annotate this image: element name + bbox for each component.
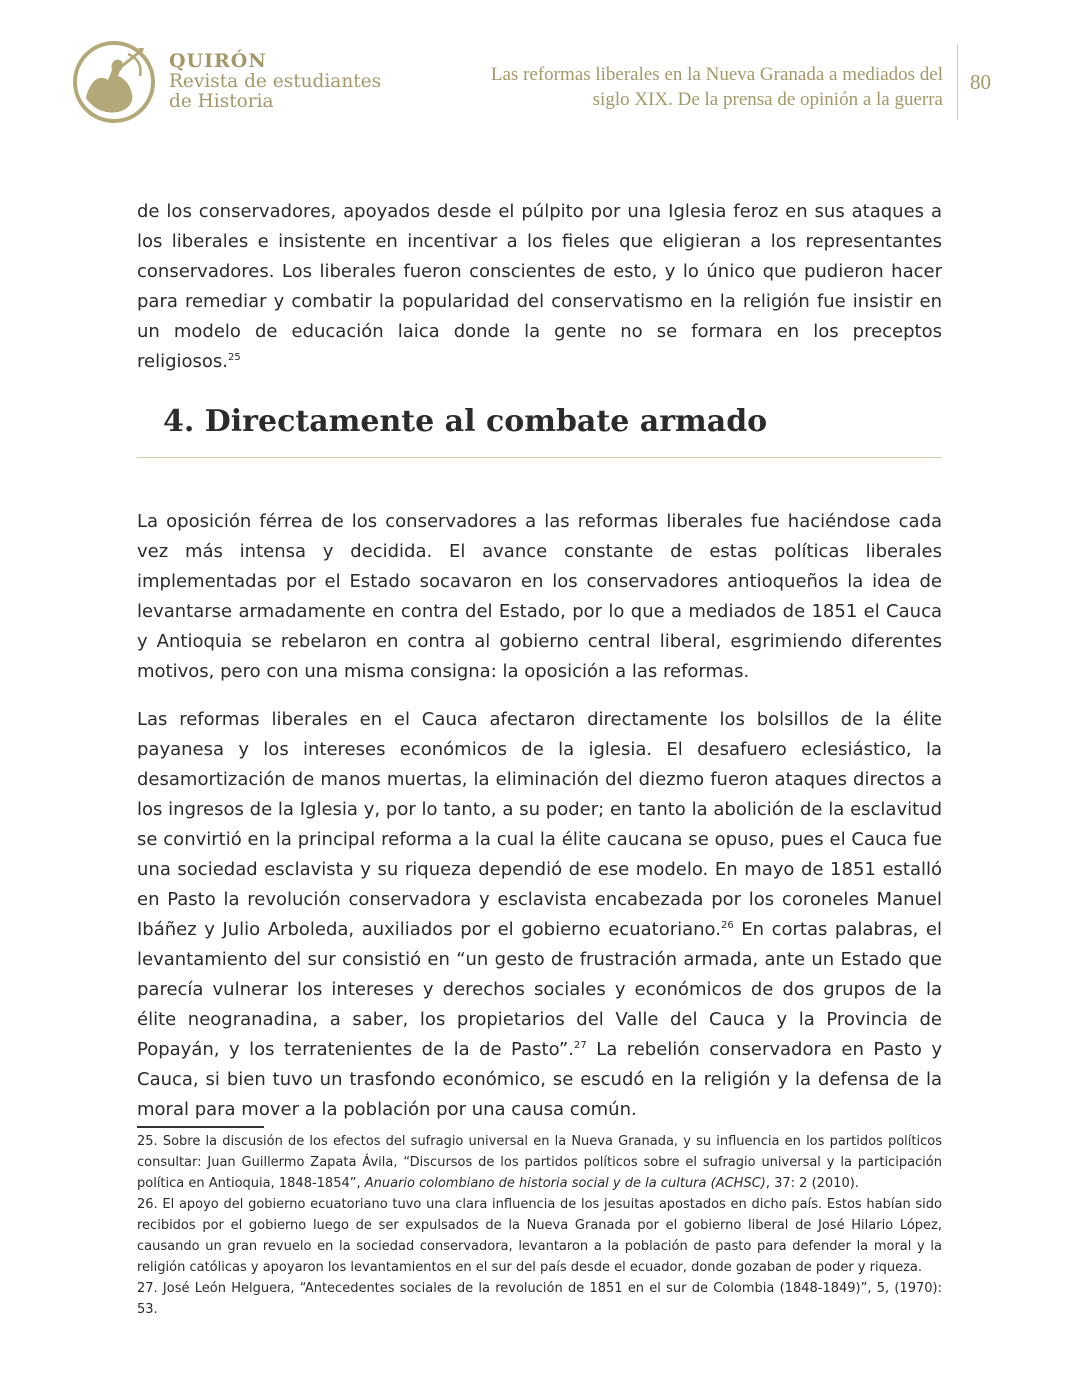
footnote-25-journal-title: Anuario colombiano de historia social y de la cultura (ACHSC)	[364, 1176, 766, 1191]
paragraph-3	[137, 705, 942, 1125]
footnote-25	[137, 1131, 942, 1194]
section-divider	[137, 457, 942, 458]
paragraph-3-text-b: En cortas palabras, el levantamiento del sur consistió en “un gesto de frustración armada, ante un Estado que parecía vulnerar los intereses y derechos sociales y económicos de dos grupos de la élite neogranadina, a saber, los propietarios del Valle del Cauca y la Provincia de Popayán, y los terratenientes de la de Pasto”.	[137, 919, 942, 1060]
section-heading: 4. Directamente al combate armado	[163, 404, 768, 439]
footnote-25-text-b: , 37: 2 (2010).	[765, 1176, 859, 1191]
header-divider	[957, 44, 958, 120]
paragraph-2: La oposición férrea de los conservadores a las reformas liberales fue haciéndose cada vez más intensa y decidida. El avance constante de estas políticas liberales implementadas por el Estado socavaron en los conservadores antioqueños la idea de levantarse armadamente en contra del Estado, por lo que a mediados de 1851 el Cauca y Antioquia se rebelaron en contra al gobierno central liberal, esgrimiendo diferentes motivos, pero con una misma consigna: la oposición a las reformas.	[137, 511, 942, 682]
journal-subtitle-line-1: Revista de estudiantes	[169, 71, 382, 92]
paragraph-3-text-a: Las reformas liberales en el Cauca afectaron directamente los bolsillos de la élite payanesa y los intereses económicos de la iglesia. El desafuero eclesiástico, la desamortización de manos muertas, la eliminación del diezmo fueron ataques directos a los ingresos de la Iglesia y, por lo tanto, a su poder; en tanto la abolición de la esclavitud se convirtió en la principal reforma a la cual la élite caucana se opuso, pues el Cauca fue una sociedad esclavista y su riqueza dependió de ese modelo. En mayo de 1851 estalló en Pasto la revolución conservadora y esclavista encabezada por los coroneles Manuel Ibáñez y Julio Arboleda, auxiliados por el gobierno ecuatoriano.	[137, 709, 942, 940]
running-title-line-1: Las reformas liberales en la Nueva Granada a mediados del	[490, 64, 943, 85]
footnote-ref-26[interactable]: 26	[720, 920, 734, 931]
footnotes	[137, 1131, 942, 1320]
journal-brand	[169, 50, 381, 112]
paragraph-3-text-c: La rebelión conservadora en Pasto y Cauca, si bien tuvo un trasfondo económico, se escudó en la religión y la defensa de la moral para mover a la población por una causa común.	[137, 1039, 942, 1120]
journal-name: QUIRÓN	[169, 50, 267, 72]
paragraph-1	[137, 197, 942, 377]
page-number: 80	[970, 70, 991, 94]
footnote-ref-27[interactable]: 27	[573, 1040, 587, 1051]
paragraph-1-text: de los conservadores, apoyados desde el púlpito por una Iglesia feroz en sus ataques a los liberales e insistente en incentivar a los fieles que eligieran a los representantes conservadores. Los liberales fueron conscientes de esto, y lo único que pudieron hacer para remediar y combatir la popularidad del conservatismo en la religión fue insistir en un modelo de educación laica donde la gente no se formara en los preceptos religiosos.	[137, 201, 942, 372]
footnote-separator	[137, 1126, 264, 1128]
running-title-line-2: siglo XIX. De la prensa de opinión a la guerra	[592, 89, 943, 110]
centaur-archer-icon	[72, 40, 156, 124]
footnote-25-text-a: 25. Sobre la discusión de los efectos del sufragio universal en la Nueva Granada, y su influencia en los partidos políticos consultar: Juan Guillermo Zapata Ávila, “Discursos de los partidos políticos sobre el sufragio universal y la participación política en Antioquia, 1848-1854”,	[137, 1134, 942, 1191]
running-title	[423, 62, 943, 112]
footnote-26: 26. El apoyo del gobierno ecuatoriano tuvo una clara influencia de los jesuitas apostados en dicho país. Estos habían sido recibidos por el gobierno luego de ser expulsados de la Nueva Granada por el gobierno liberal de José Hilario López, causando un gran revuelo en la sociedad conservadora, levantaron a la población de pasto para defender la moral y la religión católicas y apoyaron los levantamientos en el sur del país desde el ecuador, donde gozaban de poder y riqueza.	[137, 1197, 942, 1275]
footnote-27: 27. José León Helguera, “Antecedentes sociales de la revolución de 1851 en el sur de Colombia (1848-1849)”, 5, (1970): 53.	[137, 1281, 942, 1317]
journal-subtitle-line-2: de Historia	[169, 91, 274, 112]
footnote-ref-25[interactable]: 25	[228, 352, 241, 363]
